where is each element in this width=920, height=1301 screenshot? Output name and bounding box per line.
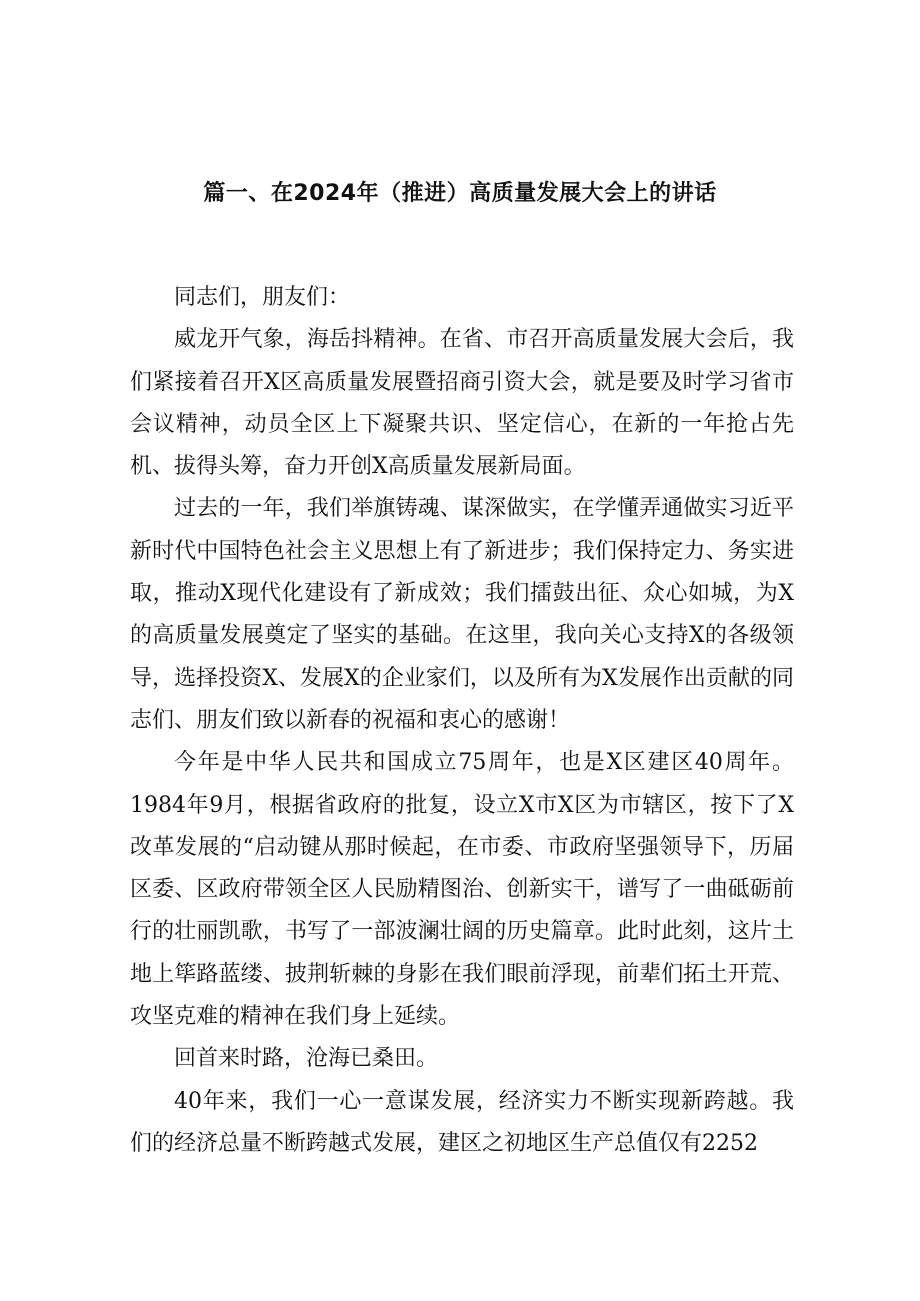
paragraph-3: 今年是中华人民共和国成立75周年，也是X区建区40周年。1984年9月，根据省政府的批复，设立X市X区为市辖区，按下了X改革发展的“启动键从那时候起，在市委、市政府坚强领导下，历届区委、区政府带领全区人民励精图治、创新实干，谱写了一曲砥砺前行的壮丽凯歌，书写了一部波澜壮阔的历史篇章。此时此刻，这片土地上筚路蓝缕、披荆斩棘的身影在我们眼前浮现，前辈们拓土开荒、攻坚克难的精神在我们身上延续。 bbox=[130, 750, 794, 1030]
paragraph-1: 威龙开气象，海岳抖精神。在省、市召开高质量发展大会后，我们紧接着召开X区高质量发展暨招商引资大会，就是要及时学习省市会议精神，动员全区上下凝聚共识、坚定信心，在新的一年抢占先机、拔得头筹，奋力开创X高质量发展新局面。 bbox=[130, 327, 794, 480]
paragraph-4: 回首来时路，沧海已桑田。 bbox=[174, 1046, 439, 1072]
document-title: 篇一、在2024年（推进）高质量发展大会上的讲话 bbox=[203, 181, 717, 206]
paragraph-5: 40年来，我们一心一意谋发展，经济实力不断实现新跨越。我们的经济总量不断跨越式发展，建区之初地区生产总值仅有2252 bbox=[130, 1088, 794, 1156]
paragraph-greeting: 同志们，朋友们： bbox=[174, 285, 351, 310]
document-body bbox=[130, 277, 794, 1165]
paragraph-2: 过去的一年，我们举旗铸魂、谋深做实，在学懂弄通做实习近平新时代中国特色社会主义思想上有了新进步；我们保持定力、务实进取，推动X现代化建设有了新成效；我们擂鼓出征、众心如城，为X的高质量发展奠定了坚实的基础。在这里，我向关心支持X的各级领导，选择投资X、发展X的企业家们，以及所有为X发展作出贡献的同志们、朋友们致以新春的祝福和衷心的感谢！ bbox=[130, 496, 794, 733]
